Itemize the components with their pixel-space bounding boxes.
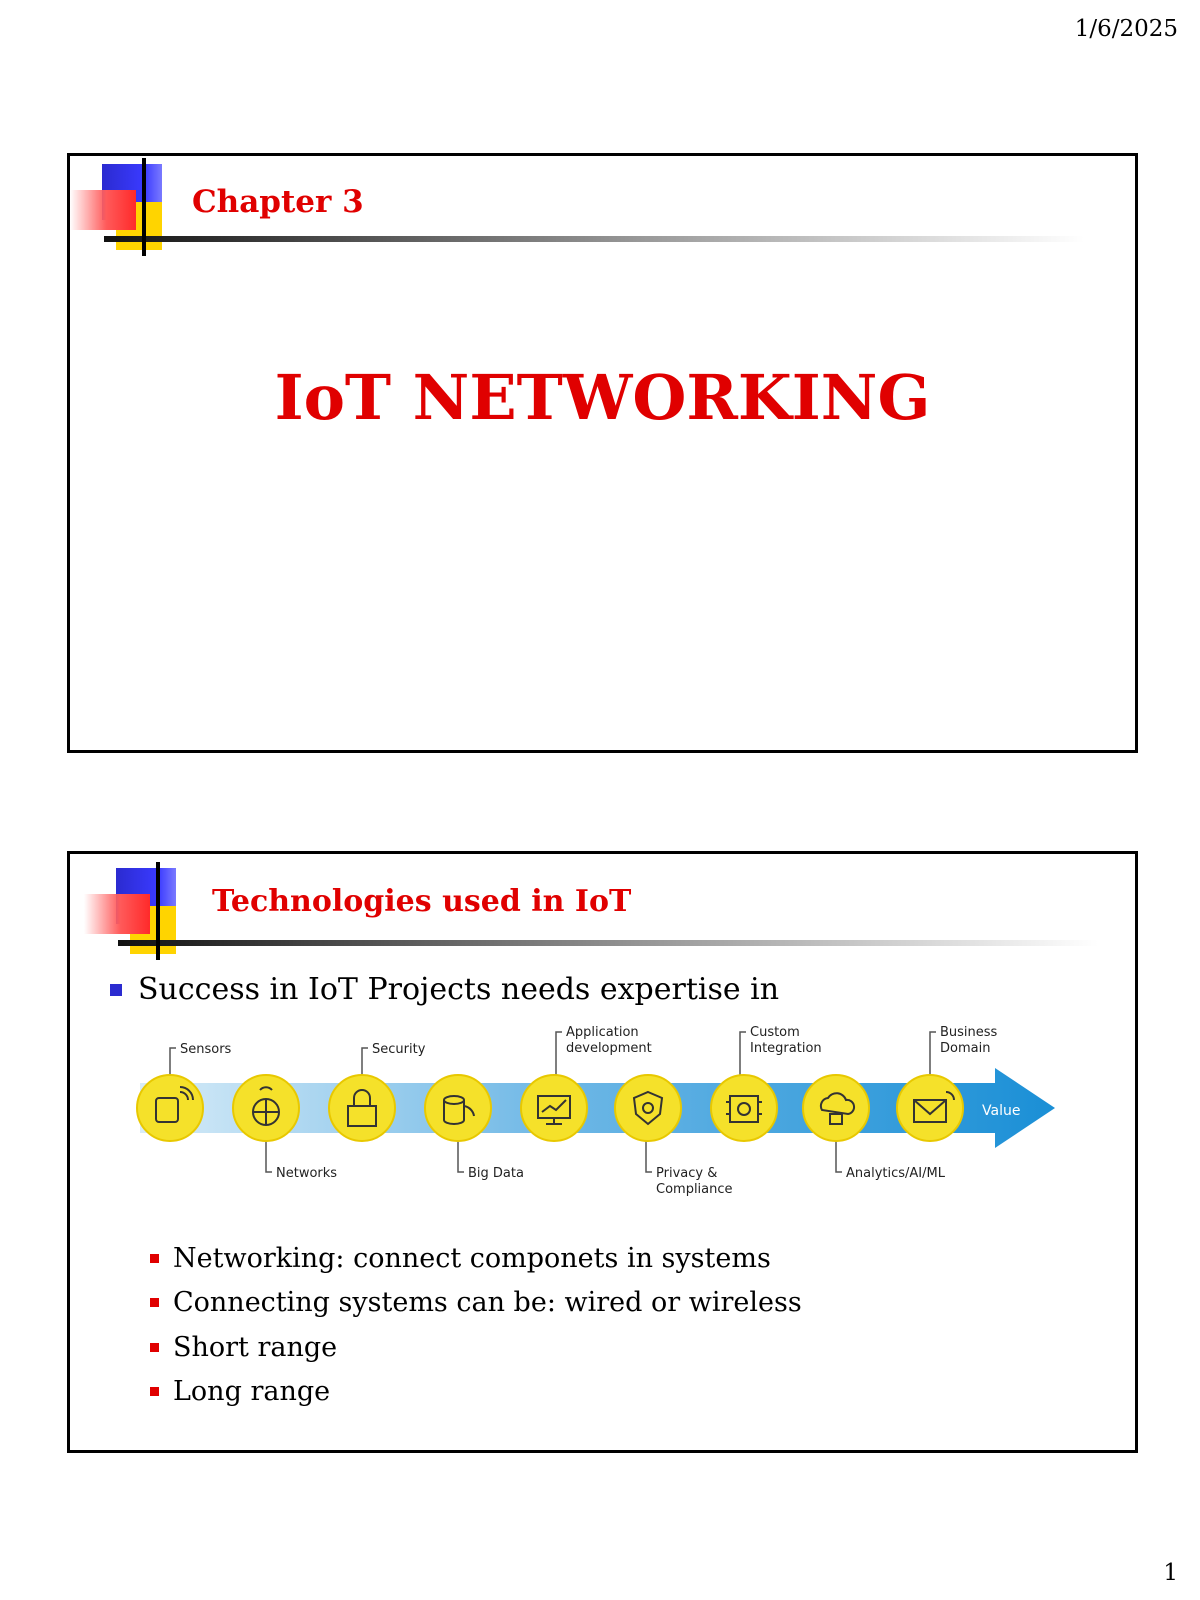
sub-bullet-item <box>150 1370 802 1415</box>
shield-eye-icon <box>615 1075 681 1141</box>
value-label: Value <box>982 1103 1021 1119</box>
label-application: Application <box>566 1026 639 1040</box>
sub-bullet-list <box>150 1236 802 1414</box>
square-bullet-icon <box>150 1343 159 1352</box>
sub-bullet-item <box>150 1325 802 1370</box>
label-big-data: Big Data <box>468 1166 524 1181</box>
label-compliance: Compliance <box>656 1182 733 1197</box>
chapter-label: Chapter 3 <box>192 184 364 220</box>
square-bullet-icon <box>110 984 122 996</box>
globe-network-icon <box>233 1075 299 1141</box>
sub-bullet-text: Connecting systems can be: wired or wireless <box>173 1287 802 1319</box>
bullet-item <box>110 972 1100 1007</box>
label-analytics: Analytics/AI/ML <box>846 1166 945 1181</box>
cloud-database-icon <box>803 1075 869 1141</box>
database-icon <box>425 1075 491 1141</box>
iot-technologies-diagram <box>130 1026 1070 1206</box>
label-sensors: Sensors <box>180 1042 232 1057</box>
label-integration: Integration <box>750 1041 822 1056</box>
sub-bullet-text: Long range <box>173 1376 331 1408</box>
sensor-icon <box>137 1075 203 1141</box>
page-date: 1/6/2025 <box>1074 16 1178 42</box>
sub-bullet-text: Networking: connect componets in systems <box>173 1242 771 1274</box>
chip-gear-icon <box>711 1075 777 1141</box>
lock-icon <box>329 1075 395 1141</box>
square-bullet-icon <box>150 1254 159 1263</box>
main-title: IoT NETWORKING <box>274 361 931 434</box>
sub-bullet-item <box>150 1281 802 1326</box>
label-development: development <box>566 1041 652 1056</box>
envelope-icon <box>897 1075 963 1141</box>
sub-bullet-item <box>150 1236 802 1281</box>
slide-chapter-title <box>67 153 1138 753</box>
sub-bullet-text: Short range <box>173 1331 338 1363</box>
monitor-icon <box>521 1075 587 1141</box>
slide-title: Technologies used in IoT <box>212 884 632 919</box>
square-bullet-icon <box>150 1298 159 1307</box>
square-bullet-icon <box>150 1387 159 1396</box>
label-security: Security <box>372 1042 426 1057</box>
page-number: 1 <box>1163 1560 1178 1586</box>
slide-technologies <box>67 851 1138 1453</box>
label-domain: Domain <box>940 1041 991 1056</box>
label-business: Business <box>940 1026 998 1040</box>
label-privacy: Privacy & <box>656 1166 718 1181</box>
bullet-list <box>110 972 1100 1007</box>
label-custom: Custom <box>750 1026 800 1040</box>
label-networks: Networks <box>276 1166 338 1181</box>
bullet-text: Success in IoT Projects needs expertise in <box>138 972 780 1007</box>
